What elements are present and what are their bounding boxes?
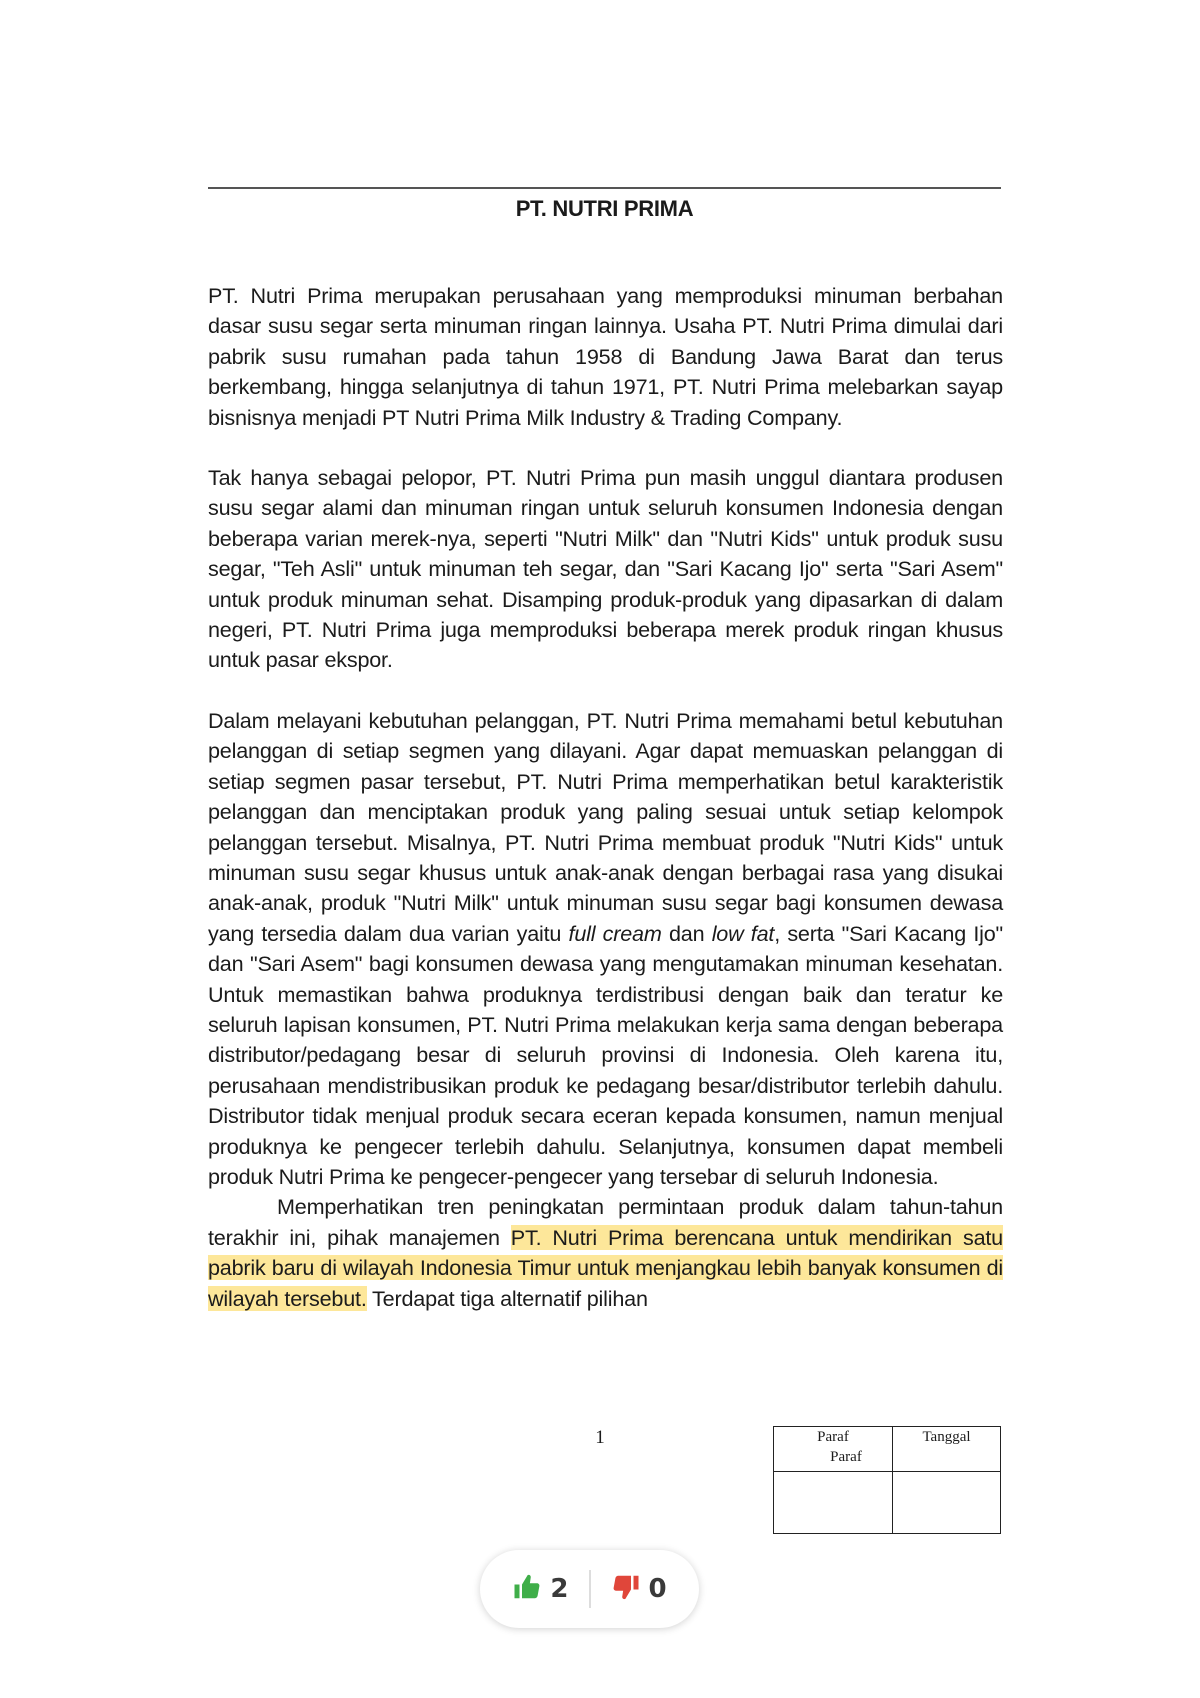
highlighted-text[interactable]: PT. Nutri Prima berencana untuk mendirikan satu pabrik baru di wilayah Indonesia Timur untuk menjangkau lebih banyak konsumen di wilayah tersebut. [208,1224,1003,1311]
paragraph-plan-text-2: Terdapat tiga alternatif pilihan [366,1285,648,1311]
paraf-header-cell [774,1427,893,1472]
document-title: PT. NUTRI PRIMA [515,196,694,221]
vote-bar [480,1550,699,1628]
paragraph-intro: PT. Nutri Prima merupakan perusahaan yang memproduksi minuman berbahan dasar susu segar serta minuman ringan lainnya. Usaha PT. Nutri Prima dimulai dari pabrik susu rumahan pada tahun 1958 di Bandung Jawa Barat dan terus berkembang, hingga selanjutnya di tahun 1971, PT. Nutri Prima melebarkan sayap bisnisnya menjadi PT Nutri Prima Milk Industry & Trading Company. [208,283,1003,430]
paragraph-customers [208,706,1003,1193]
tanggal-signature-cell [893,1472,1001,1534]
paragraph-customers-text-2: dan [661,920,712,946]
upvote-count: 2 [550,1574,569,1604]
vote-divider [589,1570,591,1608]
italic-low-fat: low fat [711,920,775,946]
header-rule [208,187,1001,189]
page-number: 1 [595,1427,605,1448]
paragraph-plan [208,1192,1003,1314]
downvote-count: 0 [648,1574,667,1604]
tanggal-header-cell [893,1427,1001,1472]
paraf-label-2: Paraf [830,1449,862,1465]
paragraph-products: Tak hanya sebagai pelopor, PT. Nutri Prima pun masih unggul diantara produsen susu segar alami dan minuman ringan untuk seluruh konsumen Indonesia dengan beberapa varian merek-nya, seperti "Nutri Milk" dan "Nutri Kids" untuk produk susu segar, "Teh Asli" untuk minuman teh segar, dan "Sari Kacang Ijo" serta "Sari Asem" untuk produk minuman sehat. Disamping produk-produk yang dipasarkan di dalam negeri, PT. Nutri Prima juga memproduksi beberapa merek produk ringan khusus untuk pasar ekspor. [208,465,1003,673]
italic-full-cream: full cream [568,920,662,946]
paraf-signature-cell [774,1472,893,1534]
paragraph-plan-text-1: Memperhatikan tren peningkatan permintaan produk dalam tahun-tahun terakhir ini, pihak manajemen [208,1194,1003,1250]
signature-table [773,1426,1001,1534]
paragraph-customers-text-1: Dalam melayani kebutuhan pelanggan, PT. Nutri Prima memahami betul kebutuhan pelanggan di setiap segmen yang dilayani. Agar dapat memuaskan pelanggan di setiap segmen pasar tersebut, PT. Nutri Prima memperhatikan betul karakteristik pelanggan dan menciptakan produk yang paling sesuai untuk setiap kelompok pelanggan tersebut. Misalnya, PT. Nutri Prima membuat produk "Nutri Kids" untuk minuman susu segar khusus untuk anak-anak dengan berbagai rasa yang disukai anak-anak, produk "Nutri Milk" untuk minuman susu segar bagi konsumen dewasa yang tersedia dalam dua varian yaitu [208,707,1003,946]
paragraph-customers-text-3: , serta "Sari Kacang Ijo" dan "Sari Asem" bagi konsumen dewasa yang mengutamakan minuman kesehatan. Untuk memastikan bahwa produknya terdistribusi dengan baik dan teratur ke seluruh lapisan konsumen, PT. Nutri Prima melakukan kerja sama dengan beberapa distributor/pedagang besar di seluruh provinsi di Indonesia. Oleh karena itu, perusahaan mendistribusikan produk ke pedagang besar/distributor terlebih dahulu. Distributor tidak menjual produk secara eceran kepada konsumen, namun menjual produknya ke pengecer terlebih dahulu. Selanjutnya, konsumen dapat membeli produk Nutri Prima ke pengecer-pengecer yang tersebar di seluruh Indonesia. [208,920,1004,1189]
paraf-label-1: Paraf [817,1429,849,1445]
upvote-button[interactable] [512,1572,568,1606]
thumbs-up-icon [512,1572,542,1606]
thumbs-down-icon [611,1572,641,1606]
downvote-button[interactable] [611,1572,667,1606]
document-body [208,281,1003,1314]
tanggal-label: Tanggal [922,1429,971,1445]
